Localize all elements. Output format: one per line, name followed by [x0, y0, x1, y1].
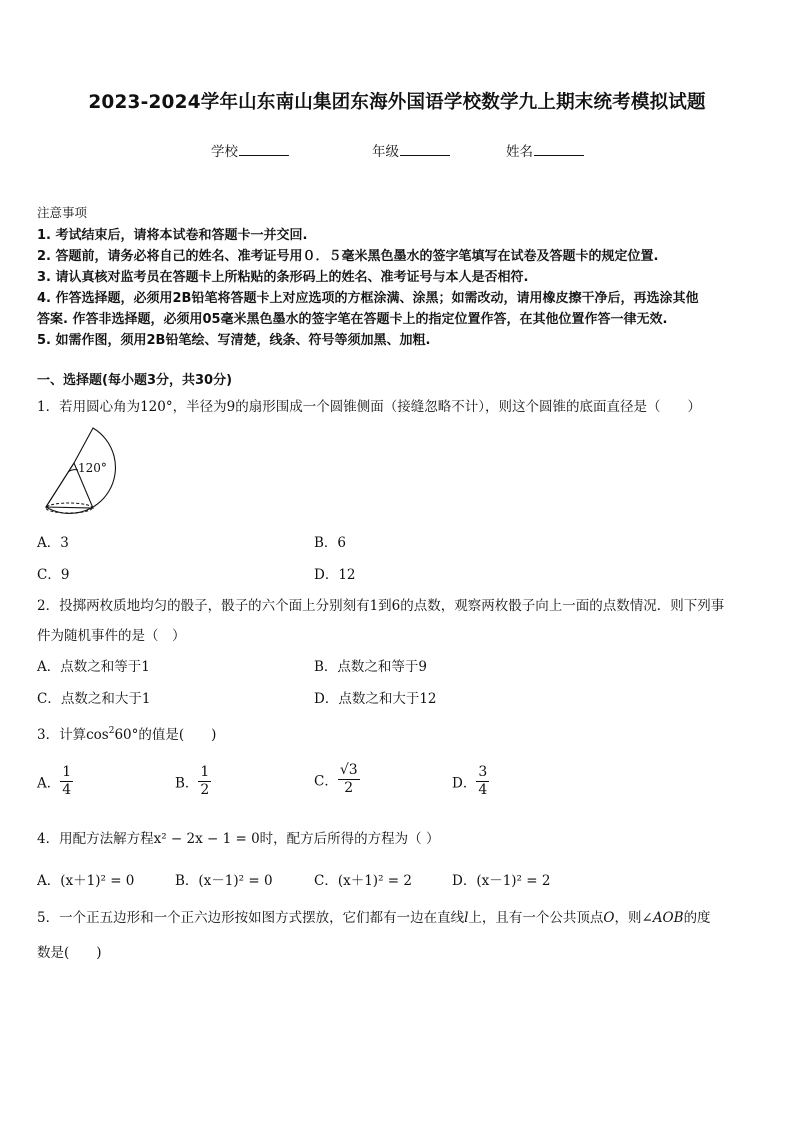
- q5-var-o: O: [603, 910, 615, 926]
- q5-stem-line2: 数是( ): [37, 945, 102, 961]
- q3-d-label: D．: [452, 775, 477, 792]
- q3-option-c[interactable]: [314, 762, 360, 797]
- q3-d-den: 4: [478, 781, 488, 798]
- q3-stem-post: 60°的值是( ): [114, 727, 217, 743]
- q2-option-c[interactable]: C．点数之和大于1: [37, 691, 151, 707]
- q1-option-c[interactable]: C．9: [37, 567, 70, 583]
- q5-stem-line1: [37, 906, 711, 926]
- q3-option-b[interactable]: [175, 764, 211, 799]
- grade-field[interactable]: [372, 140, 450, 160]
- school-field[interactable]: [211, 140, 289, 160]
- q3-stem-pre: 3．计算cos: [37, 727, 109, 743]
- q5-stem-a: 5．一个正五边形和一个正六边形按如图方式摆放，它们都有一边在直线: [37, 910, 465, 926]
- q3-a-label: A．: [37, 775, 61, 792]
- q3-b-den: 2: [200, 781, 210, 798]
- q3-d-num: 3: [478, 764, 488, 780]
- q3-b-num: 1: [200, 764, 210, 780]
- section-heading: 一、选择题(每小题3分，共30分): [37, 373, 233, 388]
- q3-b-label: B．: [175, 775, 199, 792]
- grade-label: 年级: [372, 144, 399, 160]
- q1-option-d[interactable]: D．12: [314, 567, 356, 583]
- q1-option-b[interactable]: B．6: [314, 535, 347, 551]
- q3-c-den: 2: [344, 779, 354, 796]
- school-blank[interactable]: [239, 143, 289, 156]
- name-blank[interactable]: [534, 143, 584, 156]
- q5-stem-c: ，则∠: [614, 910, 653, 926]
- q3-d-fraction: [476, 764, 489, 799]
- q4-stem: 4．用配方法解方程x² − 2x − 1 = 0时，配方后所得的方程为（ ）: [37, 831, 440, 847]
- grade-blank[interactable]: [400, 143, 450, 156]
- notice-item-5: 5. 如需作图，须用2B铅笔绘、写清楚，线条、符号等须加黑、加粗.: [37, 333, 431, 348]
- name-label: 姓名: [506, 144, 533, 160]
- sector-cone-figure: [38, 422, 130, 524]
- q5-stem-d: 的度: [683, 910, 711, 926]
- q4-option-c[interactable]: C．(x＋1)² = 2: [314, 873, 412, 889]
- q4-option-a[interactable]: A．(x＋1)² = 0: [37, 873, 135, 889]
- q1-stem: 1．若用圆心角为120°，半径为9的扇形围成一个圆锥侧面（接缝忽略不计），则这个圆锥的底面直径是（ ）: [37, 399, 701, 415]
- notice-item-2: 2. 答题前，请务必将自己的姓名、准考证号用０．５毫米黑色墨水的签字笔填写在试卷及答题卡的规定位置.: [37, 249, 659, 264]
- notice-item-4-cont: 答案. 作答非选择题，必须用05毫米黑色墨水的签字笔在答题卡上的指定位置作答，在其他位置作答一律无效.: [37, 312, 668, 327]
- notice-heading: 注意事项: [37, 205, 88, 220]
- q4-option-b[interactable]: B．(x－1)² = 0: [175, 873, 273, 889]
- q2-stem-line1: 2．投掷两枚质地均匀的骰子，骰子的六个面上分别刻有1到6的点数，观察两枚骰子向上一面的点数情况．则下列事: [37, 598, 725, 614]
- q3-c-label: C．: [314, 773, 338, 790]
- q2-option-d[interactable]: D．点数之和大于12: [314, 691, 437, 707]
- q5-var-aob: AOB: [652, 910, 684, 926]
- name-field[interactable]: [506, 140, 584, 160]
- q2-option-a[interactable]: A．点数之和等于1: [37, 659, 150, 675]
- notice-item-4: 4. 作答选择题，必须用2B铅笔将答题卡上对应选项的方框涂满、涂黑；如需改动，请用橡皮擦干净后，再选涂其他: [37, 291, 699, 306]
- q2-stem-line2: 件为随机事件的是（ ）: [37, 628, 186, 644]
- page-title: 2023-2024学年山东南山集团东海外国语学校数学九上期末统考模拟试题: [88, 92, 706, 113]
- q3-c-fraction: [338, 762, 360, 797]
- q5-var-l: l: [464, 910, 469, 926]
- angle-label: 120°: [78, 461, 107, 475]
- q5-stem-b: 上，且有一个公共顶点: [468, 910, 604, 926]
- q3-a-den: 4: [62, 781, 72, 798]
- q3-option-a[interactable]: [37, 764, 73, 799]
- q3-stem-sup: 2: [108, 726, 115, 736]
- q2-option-b[interactable]: B．点数之和等于9: [314, 659, 428, 675]
- notice-item-1: 1. 考试结束后，请将本试卷和答题卡一并交回.: [37, 228, 308, 243]
- q3-stem: [37, 723, 216, 743]
- q3-a-num: 1: [62, 764, 72, 780]
- q4-option-d[interactable]: D．(x－1)² = 2: [452, 873, 551, 889]
- q1-option-a[interactable]: A．3: [37, 535, 69, 551]
- notice-item-3: 3. 请认真核对监考员在答题卡上所粘贴的条形码上的姓名、准考证号与本人是否相符.: [37, 270, 529, 285]
- q3-c-num: √3: [339, 762, 358, 778]
- q3-a-fraction: [60, 764, 73, 799]
- school-label: 学校: [211, 144, 238, 160]
- q3-option-d[interactable]: [452, 764, 489, 799]
- q3-b-fraction: [198, 764, 211, 799]
